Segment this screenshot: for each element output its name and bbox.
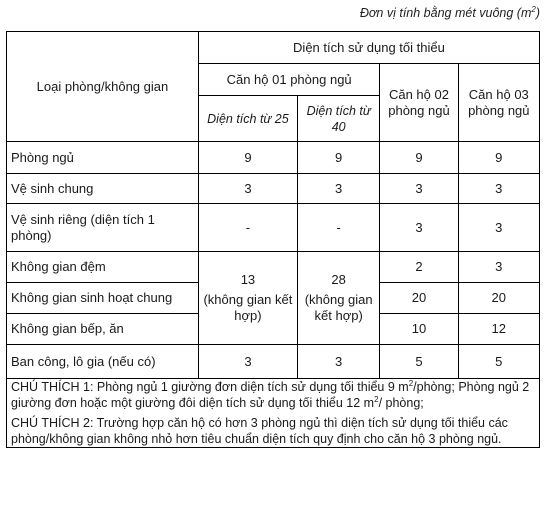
- merged-note: (không gian kết hợp): [203, 292, 293, 323]
- cell-value: 9: [380, 142, 458, 174]
- table-row: [7, 142, 540, 174]
- note-1: [11, 379, 535, 411]
- cell-value: 9: [297, 142, 379, 174]
- unit-superscript: 2: [531, 4, 536, 14]
- cell-value: 20: [458, 283, 539, 314]
- table-row: [7, 252, 540, 283]
- cell-value: 10: [380, 314, 458, 345]
- note-2: CHÚ THÍCH 2: Trường hợp căn hộ có hơn 3 phòng ngủ thì diện tích sử dụng tối thiểu các phòng/không gian không nhỏ hơn tiêu chuẩn diện tích quy định cho căn hộ 3 phòng ngủ.: [11, 416, 508, 446]
- cell-value: 3: [297, 345, 379, 379]
- row-label: Không gian đệm: [7, 252, 199, 283]
- cell-value: 9: [458, 142, 539, 174]
- row-label: Vệ sinh chung: [7, 174, 199, 204]
- unit-close: ): [535, 6, 540, 20]
- cell-value: 3: [198, 345, 297, 379]
- cell-value: 5: [458, 345, 539, 379]
- minimum-area-table: [6, 31, 540, 448]
- row-label: Vệ sinh riêng (diện tích 1 phòng): [7, 204, 199, 252]
- note-1-part-c: / phòng;: [378, 396, 424, 410]
- notes-row: [7, 379, 540, 448]
- notes-cell: [7, 379, 540, 448]
- cell-value: 3: [380, 204, 458, 252]
- note-1-part-b: /phòng; Phòng ngủ 2 giường đơn hoặc một giường đôi diện tích sử dụng tối thiểu 12 m: [11, 380, 530, 410]
- cell-value: 3: [198, 174, 297, 204]
- merged-cell-apt-1br-b: [297, 252, 379, 345]
- cell-value: 3: [297, 174, 379, 204]
- row-label: Ban công, lô gia (nếu có): [7, 345, 199, 379]
- header-apt-1br: Căn hộ 01 phòng ngủ: [198, 64, 379, 96]
- cell-value: 2: [380, 252, 458, 283]
- merged-cell-apt-1br-a: [198, 252, 297, 345]
- cell-value: 3: [458, 252, 539, 283]
- unit-text: Đơn vị tính bằng mét vuông (m: [359, 6, 532, 20]
- cell-value: 3: [458, 174, 539, 204]
- merged-value: 28: [331, 272, 346, 287]
- table-row: [7, 204, 540, 252]
- merged-note: (không gian kết hợp): [304, 292, 373, 323]
- row-label: Không gian sinh hoạt chung: [7, 283, 199, 314]
- cell-value: -: [198, 204, 297, 252]
- table-row: [7, 174, 540, 204]
- note-1-superscript-b: 2: [374, 394, 379, 404]
- cell-value: 3: [380, 174, 458, 204]
- row-label: Phòng ngủ: [7, 142, 199, 174]
- note-1-superscript-a: 2: [408, 378, 414, 388]
- header-apt-3br: Căn hộ 03 phòng ngủ: [458, 64, 539, 142]
- cell-value: 12: [458, 314, 539, 345]
- row-label: Không gian bếp, ăn: [7, 314, 199, 345]
- table-row: [7, 345, 540, 379]
- cell-value: 20: [380, 283, 458, 314]
- cell-value: 9: [198, 142, 297, 174]
- note-1-part-a: CHÚ THÍCH 1: Phòng ngủ 1 giường đơn diện tích sử dụng tối thiểu 9 m: [11, 380, 409, 394]
- header-row-1: [7, 32, 540, 64]
- header-apt-2br: Căn hộ 02 phòng ngủ: [380, 64, 458, 142]
- unit-note: [360, 6, 540, 20]
- merged-value: 13: [240, 272, 256, 287]
- header-apt-1br-sub-b: Diện tích từ 40: [297, 96, 379, 142]
- cell-value: 5: [380, 345, 458, 379]
- cell-value: -: [297, 204, 379, 252]
- header-apt-1br-sub-a: Diện tích từ 25: [198, 96, 297, 142]
- header-min-area: Diện tích sử dụng tối thiểu: [198, 32, 539, 64]
- header-room-type: Loại phòng/không gian: [7, 32, 199, 142]
- cell-value: 3: [458, 204, 539, 252]
